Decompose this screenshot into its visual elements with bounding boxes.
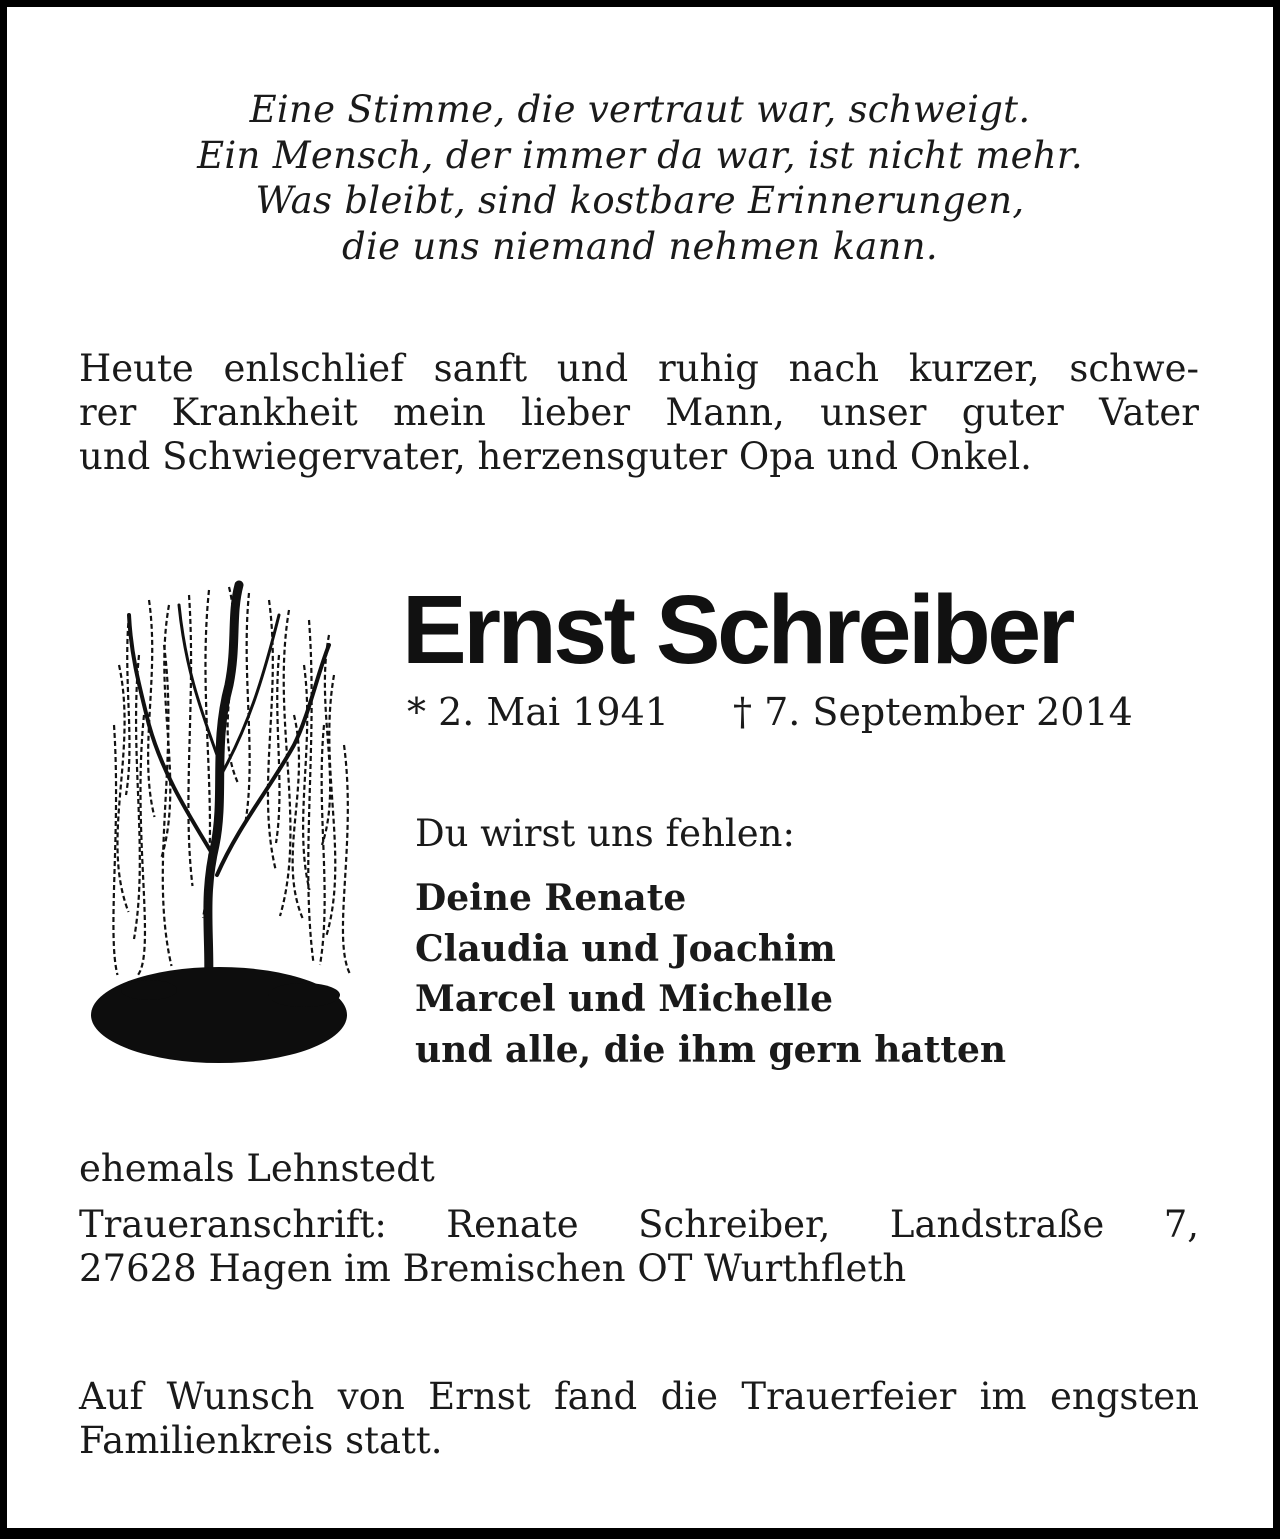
willow-strand xyxy=(343,745,351,975)
closing-note xyxy=(79,1375,1199,1463)
mourner-name: Claudia und Joachim xyxy=(415,927,836,970)
obituary-card xyxy=(7,7,1273,1528)
mourner-name: Deine Renate xyxy=(415,877,687,919)
poem-line: Eine Stimme, die vertraut war, schweigt. xyxy=(249,88,1031,131)
poem-line: Was bleibt, sind kostbare Erinnerungen, xyxy=(255,179,1025,222)
mourner-name: und alle, die ihm gern hatten xyxy=(415,1028,1007,1071)
poem-line: die uns niemand nehmen kann. xyxy=(342,224,938,268)
weeping-willow-icon xyxy=(89,575,359,1075)
mourning-address xyxy=(79,1203,1199,1291)
death-date: † 7. September 2014 xyxy=(733,690,1133,734)
life-dates xyxy=(407,689,1167,735)
address-line: 27628 Hagen im Bremischen OT Wurthfleth xyxy=(79,1247,907,1290)
willow-strand xyxy=(188,595,192,886)
willow-strand xyxy=(161,605,170,859)
intro-line: Heute enlschlief sanft und ruhig nach kurzer, schwe- xyxy=(79,347,1199,390)
willow-strand xyxy=(134,655,140,939)
willow-strand xyxy=(326,675,335,937)
willow-strand xyxy=(268,600,276,869)
willow-strand xyxy=(138,715,145,975)
poem-line: Ein Mensch, der immer da war, ist nicht mehr. xyxy=(197,133,1083,177)
address-line: Traueranschrift: Renate Schreiber, Landstraße 7, xyxy=(79,1203,1199,1246)
former-residence: ehemals Lehnstedt xyxy=(79,1147,435,1190)
mourners-heading: Du wirst uns fehlen: xyxy=(415,812,795,855)
willow-strand xyxy=(308,620,313,963)
deceased-name: Ernst Schreiber xyxy=(402,575,1072,684)
closing-line: Familienkreis statt. xyxy=(79,1419,443,1462)
intro-line: und Schwiegervater, herzensguter Opa und Onkel. xyxy=(79,435,1032,478)
intro-line: rer Krankheit mein lieber Mann, unser guter Vater xyxy=(79,391,1199,434)
willow-strand xyxy=(126,615,129,795)
intro-paragraph xyxy=(79,347,1199,479)
birth-date: * 2. Mai 1941 xyxy=(407,690,669,734)
willow-strand xyxy=(148,600,154,817)
willow-strand xyxy=(245,593,250,825)
mourner-name: Marcel und Michelle xyxy=(415,978,834,1020)
poem xyxy=(7,87,1273,269)
willow-strand xyxy=(117,665,128,912)
mourners-list xyxy=(415,873,1006,1075)
closing-line: Auf Wunsch von Ernst fand die Trauerfeier im engsten xyxy=(79,1375,1199,1418)
willow-strand xyxy=(276,655,279,843)
